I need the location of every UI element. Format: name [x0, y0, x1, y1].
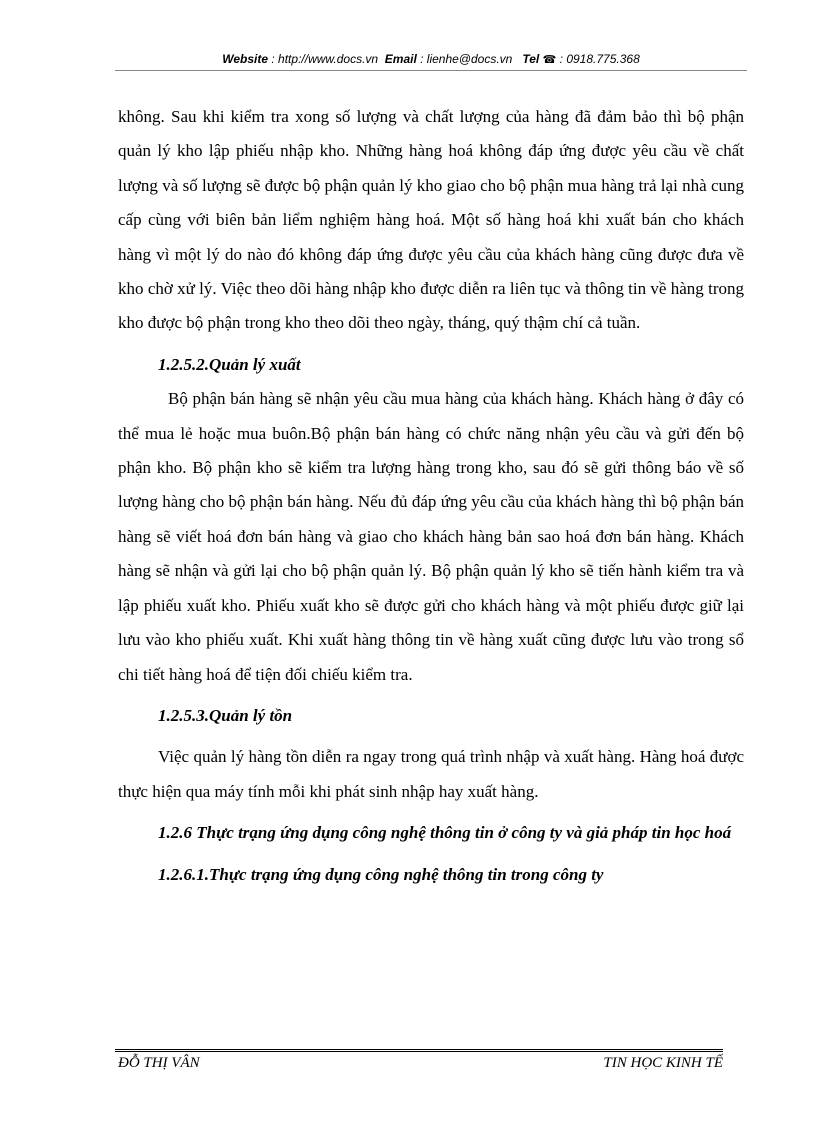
page-footer [118, 1053, 723, 1073]
footer-author: ĐỖ THỊ VÂN [118, 1055, 200, 1071]
header-divider [115, 70, 747, 71]
heading-it-status-in-company: 1.2.6.1.Thực trạng ứng dụng công nghệ thông tin trong công ty [158, 864, 604, 884]
telephone-icon: ☎ [542, 54, 557, 66]
footer-divider [115, 1049, 723, 1052]
heading-inventory-management: 1.2.5.3.Quản lý tồn [158, 705, 293, 725]
document-body [118, 100, 744, 892]
website-value: : http://www.docs.vn [268, 52, 379, 66]
paragraph-inventory-process: Việc quản lý hàng tồn diễn ra ngay trong quá trình nhập và xuất hàng. Hàng hoá được thực hiện qua máy tính mỗi khi phát sinh nhập hay xuất hàng. [118, 747, 744, 801]
tel-label: Tel [522, 52, 540, 66]
website-label: Website [222, 52, 269, 66]
tel-value: : 0918.775.368 [556, 52, 640, 66]
heading-it-status-and-solution: 1.2.6 Thực trạng ứng dụng công nghệ thông tin ở công ty và giả pháp tin học hoá [158, 823, 732, 843]
footer-department: TIN HỌC KINH TẾ [603, 1055, 723, 1071]
email-label: Email [384, 52, 417, 66]
email-value: : lienhe@docs.vn [416, 52, 513, 66]
paragraph-receiving-check: không. Sau khi kiểm tra xong số lượng và chất lượng của hàng đã đảm bảo thì bộ phận quản lý kho lập phiếu nhập kho. Những hàng hoá không đáp ứng được yêu cầu về chất lượng và số lượng sẽ được bộ phận quản lý kho giao cho bộ phận mua hàng trả lại nhà cung cấp cùng với biên bản liểm nghiệm hàng hoá. Một số hàng hoá khi xuất bán cho khách hàng vì một lý do nào đó không đáp ứng được yêu cầu của khách hàng cũng được đưa về kho chờ xử lý. Việc theo dõi hàng nhập kho được diễn ra liên tục và thông tin về hàng trong kho được bộ phận trong kho theo dõi theo ngày, tháng, quý thậm chí cả tuần. [118, 107, 744, 333]
paragraph-export-process: Bộ phận bán hàng sẽ nhận yêu cầu mua hàng của khách hàng. Khách hàng ở đây có thể mua lẻ hoặc mua buôn.Bộ phận bán hàng có chức năng nhận yêu cầu và gửi đến bộ phận kho. Bộ phận kho sẽ kiểm tra lượng hàng trong kho, sau đó sẽ gửi thông báo về số lượng hàng cho bộ phận bán hàng. Nếu đủ đáp ứng yêu cầu của khách hàng thì bộ phận bán hàng sẽ viết hoá đơn bán hàng và giao cho khách hàng bản sao hoá đơn bán hàng. Khách hàng sẽ nhận và gửi lại cho bộ phận quản lý. Bộ phận quản lý kho sẽ tiến hành kiểm tra và lập phiếu xuất kho. Phiếu xuất kho sẽ được gửi cho khách hàng và một phiếu được giữ lại lưu vào kho phiếu xuất. Khi xuất hàng thông tin về hàng xuất cũng được lưu vào trong sổ chi tiết hàng hoá để tiện đối chiếu kiểm tra. [118, 389, 744, 684]
page-header [115, 50, 747, 69]
heading-export-management: 1.2.5.2.Quản lý xuất [158, 354, 301, 374]
